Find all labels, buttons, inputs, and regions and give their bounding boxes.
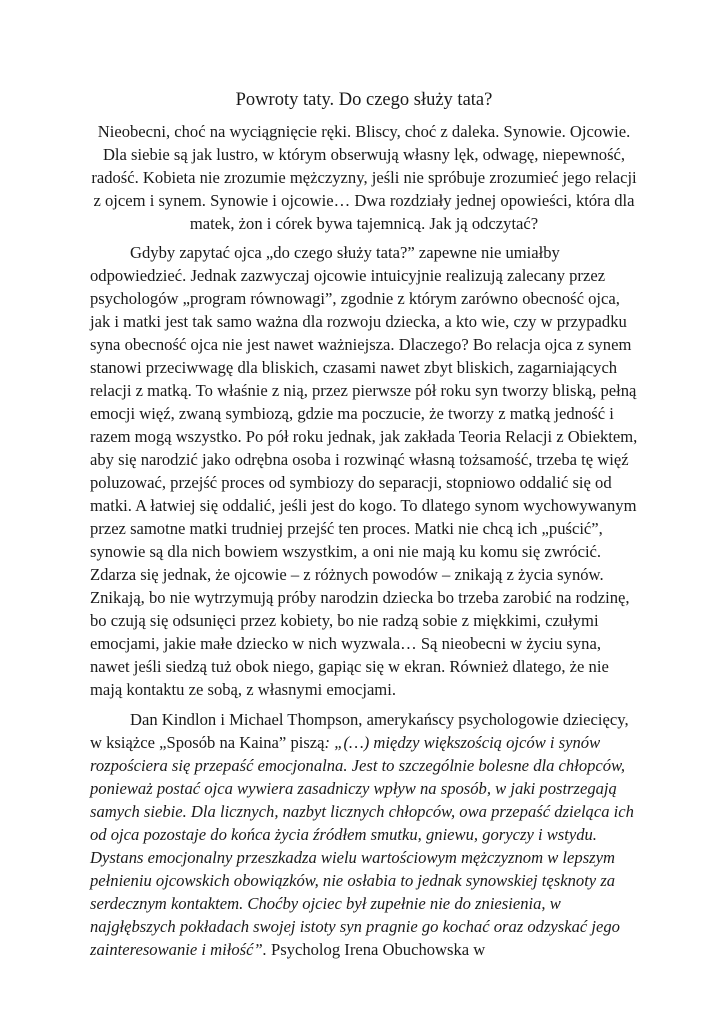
paragraph-2-intro: Dan Kindlon i Michael Thompson, amerykańscy psychologowie dziecięcy, w książce „Sposób na Kaina” piszą (90, 710, 629, 752)
lead-paragraph: Nieobecni, choć na wyciągnięcie ręki. Bliscy, choć z daleka. Synowie. Ojcowie. Dla siebie są jak lustro, w którym obserwują własny lęk, odwagę, niepewność, radość. Kobieta nie zrozumie mężczyzny, jeśli nie spróbuje zrozumieć jego relacji z ojcem i synem. Synowie i ojcowie… Dwa rozdziały jednej opowieści, która dla matek, żon i córek bywa tajemnicą. Jak ją odczytać? (91, 122, 637, 233)
body-paragraph-2 (90, 708, 638, 961)
paragraph-2-tail: Psycholog Irena Obuchowska w (266, 940, 486, 959)
document-title: Powroty taty. Do czego służy tata? (235, 90, 493, 110)
document-page (90, 88, 638, 968)
book-quote: : „(…) między większością ojców i synów rozpościera się przepaść emocjonalna. Jest to szczególnie bolesne dla chłopców, ponieważ postać ojca wywiera zasadniczy wpływ na sposób, w jaki postrzegają samych siebie. Dla licznych, nazbyt licznych chłopców, owa przepaść dzieląca ich od ojca pozostaje do końca życia źródłem smutku, gniewu, goryczy i wstydu. Dystans emocjonalny przeszkadza wielu wartościowym mężczyznom w lepszym pełnieniu ojcowskich obowiązków, nie osłabia to jednak synowskiej tęsknoty za serdecznym kontaktem. Choćby ojciec był zupełnie nie do zniesienia, w najgłębszych pokładach swojej istoty syn pragnie go kochać oraz odzyskać jego zainteresowanie i miłość”. (90, 733, 634, 959)
body-paragraph-1: Gdyby zapytać ojca „do czego służy tata?” zapewne nie umiałby odpowiedzieć. Jednak zazwyczaj ojcowie intuicyjnie realizują zalecany przez psychologów „program równowagi”, zgodnie z którym zarówno obecność ojca, jak i matki jest tak samo ważna dla rozwoju dziecka, a kto wie, czy w przypadku syna obecność ojca nie jest nawet ważniejsza. Dlaczego? Bo relacja ojca z synem stanowi przeciwwagę dla bliskich, czasami nawet zbyt bliskich, zagarniających relacji z matką. To właśnie z nią, przez pierwsze pół roku syn tworzy bliską, pełną emocji więź, zwaną symbiozą, gdzie ma poczucie, że tworzy z matką jedność i razem mogą wszystko. Po pół roku jednak, jak zakłada Teoria Relacji z Obiektem, aby się narodzić jako odrębna osoba i rozwinąć własną tożsamość, trzeba tę więź poluzować, przejść proces od symbiozy do separacji, stopniowo oddalić się od matki. A łatwiej się oddalić, jeśli jest do kogo. To dlatego synom wychowywanym przez samotne matki trudniej przejść ten proces. Matki nie chcą ich „puścić”, synowie są dla nich bowiem wszystkim, a oni nie mają ku komu się zwrócić. Zdarza się jednak, że ojcowie – z różnych powodów – znikają z życia synów. Znikają, bo nie wytrzymują próby narodzin dziecka bo trzeba zarobić na rodzinę, bo czują się odsunięci przez kobiety, bo nie radzą sobie z miękkimi, czułymi emocjami, jakie małe dziecko w nich wyzwala… Są nieobecni w życiu syna, nawet jeśli siedzą tuż obok niego, gapiąc się w ekran. Również dlatego, że nie mają kontaktu ze sobą, z własnymi emocjami. (90, 243, 638, 699)
